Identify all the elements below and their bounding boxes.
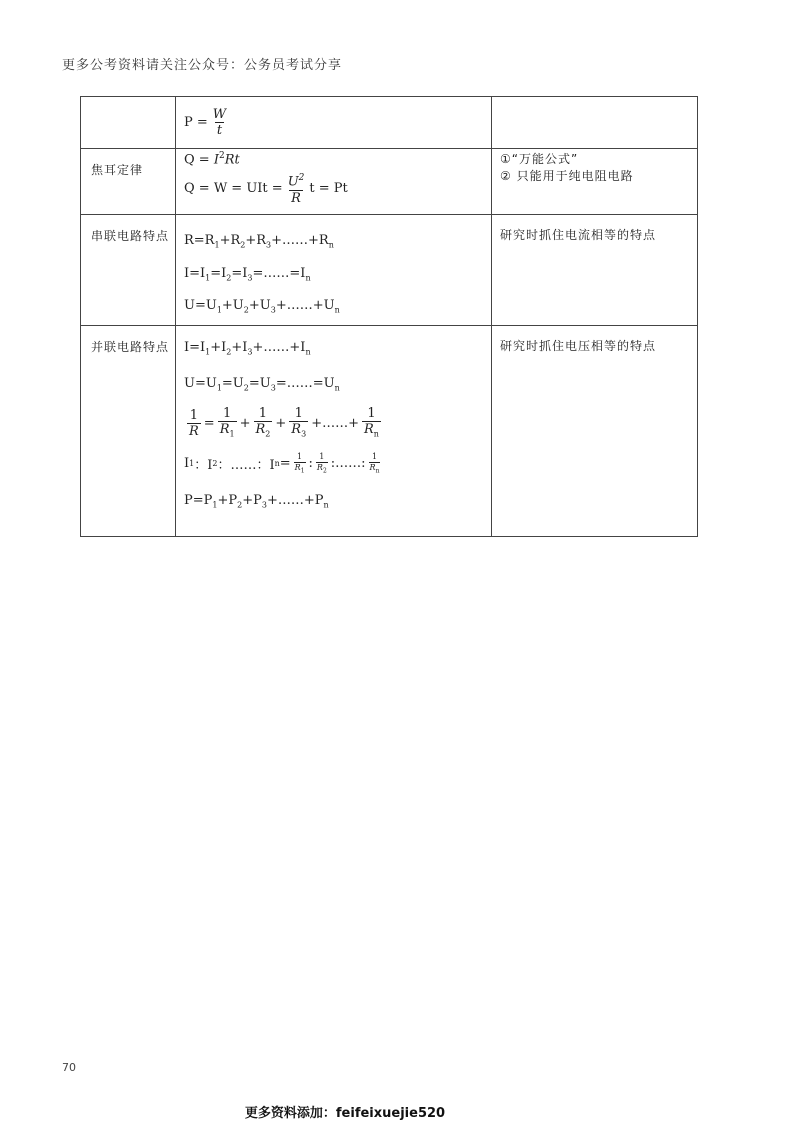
row-label: 焦耳定律: [81, 149, 176, 215]
series-resistance: $R=R_1+R_2+R_3+\dots\dots+R_n$: [184, 233, 334, 250]
row-label: [81, 97, 176, 149]
formula-cell: [176, 149, 492, 215]
table-row: [81, 325, 698, 536]
fraction: $\frac{1}{R_3}$: [289, 406, 308, 442]
page-number: 70: [62, 1061, 76, 1074]
physics-formula-table: [80, 96, 698, 537]
row-label: 并联电路特点: [81, 325, 176, 536]
page-footer: 更多资料添加：feifeixuejie520: [244, 1106, 446, 1121]
parallel-current: $I=I_1+I_2+I_3+\dots\dots+I_n$: [184, 339, 311, 357]
fraction: $\frac{U^2}{R}$: [287, 173, 305, 206]
note-cell: ①“万能公式” ② 只能用于纯电阻电路: [492, 149, 698, 215]
joule-formula-expanded: Q = W = UIt = $\frac{U^2}{R}$ t = Pt: [184, 173, 348, 206]
table-row: [81, 149, 698, 215]
fraction: $\frac{1}{R_2}$: [254, 406, 273, 442]
parallel-voltage: $U=U_1=U_2=U_3=\dots\dots=U_n$: [184, 376, 340, 393]
fraction: $\frac{W}{t}$: [212, 106, 227, 138]
fraction: 1 $R_n$: [369, 451, 380, 475]
note-cell: 研究时抓住电流相等的特点: [492, 215, 698, 326]
fraction: 1 $R_2$: [316, 451, 327, 475]
row-label: 串联电路特点: [81, 215, 176, 326]
note-cell: 研究时抓住电压相等的特点: [492, 325, 698, 536]
series-formulas: [176, 215, 491, 325]
fraction: $\frac{1}{R}$: [189, 408, 199, 440]
formula-cell: [176, 325, 492, 536]
table-row: [81, 97, 698, 149]
series-current: $I=I_1=I_2=I_3=\dots\dots=I_n$: [184, 265, 311, 283]
note-cell: [492, 97, 698, 149]
formula-cell: [176, 215, 492, 326]
power-formula: P = $\frac{W}{t}$: [184, 106, 227, 138]
table-row: [81, 215, 698, 326]
parallel-power: $P=P_1+P_2+P_3+\dots\dots+P_n$: [184, 492, 329, 510]
parallel-current-ratio: I 1 ：I 2 ：……：I n = $\frac{1}{R_1}$ : 1 $R_2$ :……: 1 $R_n$: [184, 451, 380, 475]
series-voltage: $U=U_1+U_2+U_3+\dots\dots+U_n$: [184, 298, 340, 315]
page-header: 更多公考资料请关注公众号：公务员考试分享: [62, 58, 343, 73]
fraction: $\frac{1}{R_1}$: [218, 406, 237, 442]
fraction: $\frac{1}{R_1}$: [294, 451, 305, 475]
joule-formula: $Q = I^2Rt$: [184, 151, 240, 168]
fraction: $\frac{1}{R_n}$: [362, 406, 381, 442]
formula-cell: [176, 97, 492, 149]
parallel-resistance: $\frac{1}{R}$ = $\frac{1}{R_1}$ + $\frac{1}{R_2}$ + $\frac{1}{R_3}$ +……+ $\frac{1}{R_n}$: [176, 399, 491, 441]
